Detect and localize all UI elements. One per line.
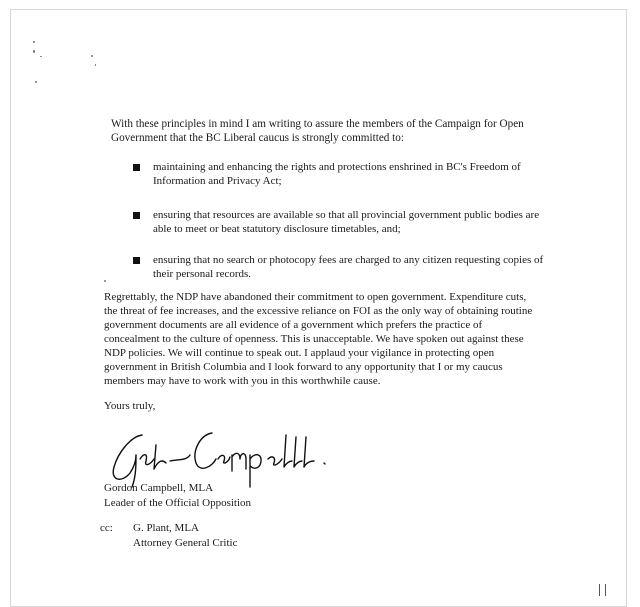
scan-speck — [40, 56, 42, 57]
bullet-square-icon — [133, 212, 140, 219]
bullet-text: maintaining and enhancing the rights and protections enshrined in BC's Freedom of Information and Privacy Act; — [153, 161, 521, 187]
scan-speck — [104, 280, 106, 282]
scan-edge-mark — [605, 584, 606, 596]
bullet-text: ensuring that no search or photocopy fees are charged to any citizen requesting copies of their personal records. — [153, 254, 544, 280]
scan-speck — [33, 50, 35, 53]
scan-speck — [33, 41, 35, 43]
cc-label: cc: — [100, 522, 113, 534]
bullet-text: ensuring that resources are available so that all provincial government public bodies are able to meet or beat statutory disclosure timetables, and; — [153, 209, 540, 235]
signer-name: Gordon Campbell, MLA — [104, 482, 214, 494]
bullet-item — [133, 253, 543, 285]
signer-title: Leader of the Official Opposition — [104, 497, 252, 509]
scan-edge-mark — [599, 584, 600, 596]
bullet-item — [133, 160, 543, 192]
closing: Yours truly, — [104, 400, 156, 412]
scan-speck — [95, 64, 96, 66]
bullet-item — [133, 208, 543, 240]
bullet-square-icon — [133, 164, 140, 171]
scan-speck — [91, 55, 93, 57]
body-paragraph: Regrettably, the NDP have abandoned their commitment to open government. Expenditure cuts, the threat of fee increases, and the excessive reliance on FOI as the only way of obtaining routine government documents are all evidence of a government which prefers the practice of concealment to the culture of openness. This is unacceptable. We have spoken out against these NDP policies. We will continue to speak out. I applaud your vigilance in protecting open government in British Columbia and I look forward to any opportunity that I or my caucus members may have to work with you in this worthwhile cause. — [104, 291, 533, 387]
intro-paragraph: With these principles in mind I am writing to assure the members of the Campaign for Open Government that the BC Liberal caucus is strongly committed to: — [111, 118, 524, 144]
scan-speck — [35, 81, 37, 83]
cc-name: G. Plant, MLA — [133, 522, 199, 534]
cc-title: Attorney General Critic — [133, 537, 238, 549]
bullet-square-icon — [133, 257, 140, 264]
